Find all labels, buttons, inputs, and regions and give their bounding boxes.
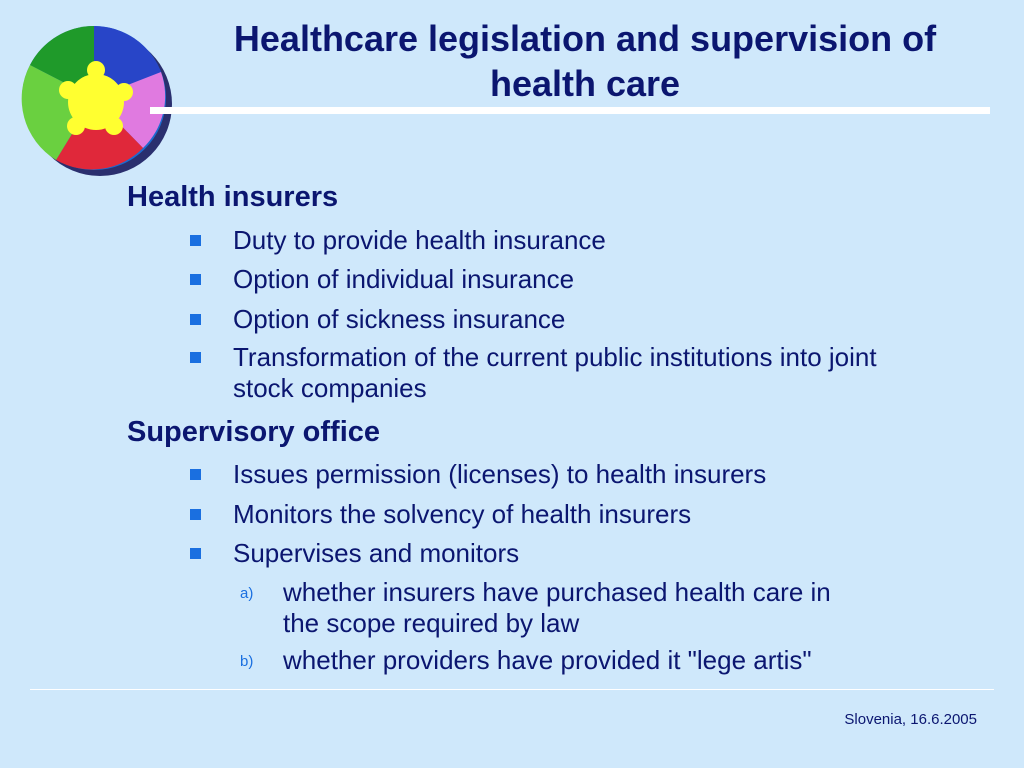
sub-item-marker: b) — [240, 653, 254, 670]
title-divider — [150, 107, 990, 114]
square-bullet-icon — [190, 469, 201, 480]
square-bullet-icon — [190, 509, 201, 520]
footer-divider — [30, 689, 994, 690]
square-bullet-icon — [190, 352, 201, 363]
section-heading: Supervisory office — [127, 416, 381, 448]
slide-title: Healthcare legislation and supervision of health care — [233, 18, 937, 104]
square-bullet-icon — [190, 314, 201, 325]
sub-item-marker: a) — [240, 585, 254, 602]
square-bullet-icon — [190, 274, 201, 285]
footer-text: Slovenia, 16.6.2005 — [844, 711, 977, 728]
section-heading: Health insurers — [127, 181, 339, 213]
puzzle-circle-icon — [18, 20, 178, 180]
square-bullet-icon — [190, 548, 201, 559]
square-bullet-icon — [190, 235, 201, 246]
